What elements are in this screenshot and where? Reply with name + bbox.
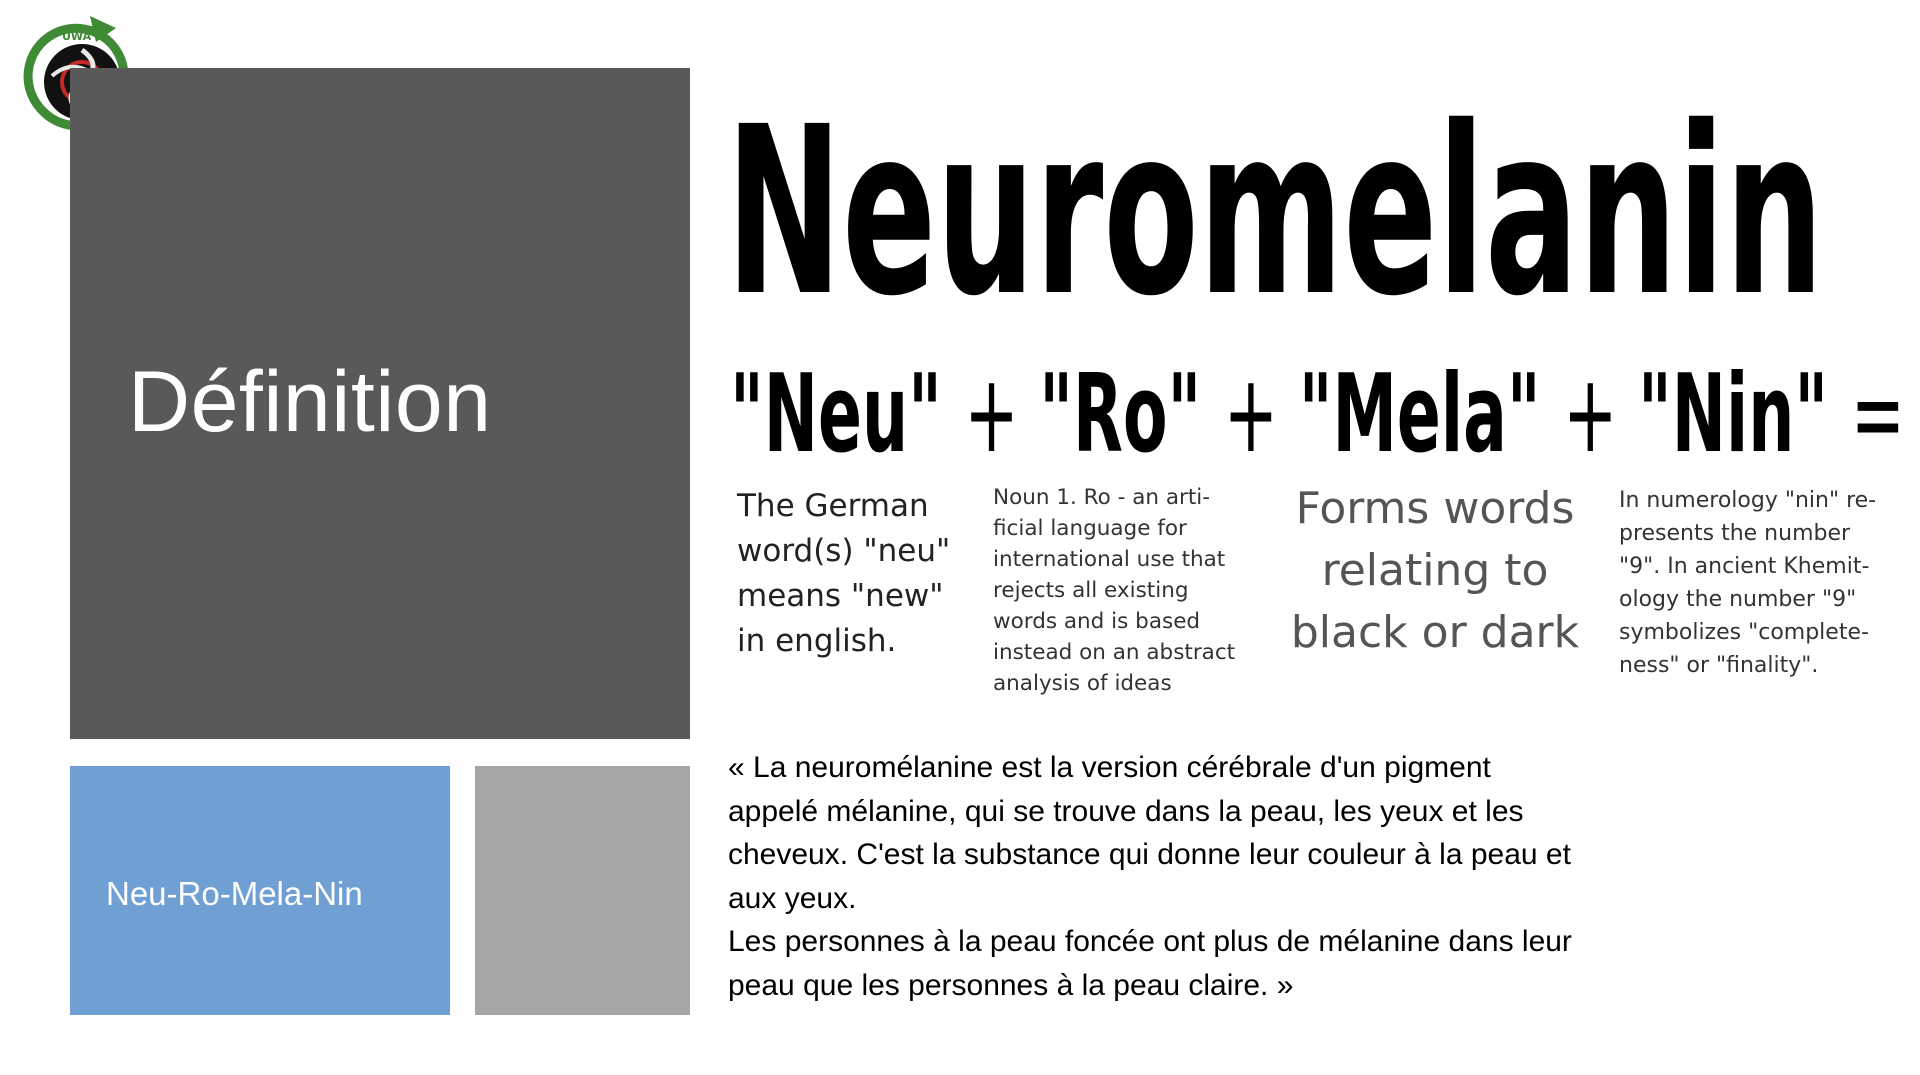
definition-line: international use that [993,547,1226,572]
definition-line: analysis of ideas [993,671,1172,696]
formula-part-mela: "Mela" [1298,352,1564,477]
definition-quote [728,746,1678,1007]
definition-line: means "new" [737,578,944,614]
definition-line: black or dark [1290,607,1580,658]
equals-sign: = [1850,352,1906,477]
quote-line: aux yeux. [728,881,857,915]
section-title: Définition [128,354,492,450]
plus-sign: + [1223,352,1299,477]
definition-line: Forms words [1295,483,1575,534]
quote-line: cheveux. C'est la substance qui donne leur couleur à la peau et [728,838,1571,871]
formula-part-ro: "Ro" [1039,352,1224,477]
definition-line: in english. [737,623,897,659]
formula-part-nin: "Nin" [1638,352,1851,477]
definition-line: The German [737,488,929,524]
definition-line: symbolizes "complete- [1619,620,1869,645]
logo-text: UWA [62,30,92,43]
definition-line: rejects all existing [993,578,1189,603]
definition-neu [737,484,987,664]
definition-line: instead on an abstract [993,640,1236,665]
definition-line: In numerology "nin" re- [1619,488,1877,513]
definition-nin [1619,484,1899,682]
definition-line: "9". In ancient Khemit- [1619,554,1870,579]
tile-label: Neu-Ro-Mela-Nin [106,875,363,912]
quote-line: appelé mélanine, qui se trouve dans la peau, les yeux et les [728,794,1524,828]
plus-sign: + [964,352,1040,477]
definition-line: relating to [1321,545,1549,596]
quote-line: « La neuromélanine est la version cérébrale d'un pigment [728,751,1491,784]
plus-sign: + [1563,352,1639,477]
word-title: Neuromelanin [726,77,1824,347]
definition-line: ology the number "9" [1619,587,1857,612]
gray-tile [475,766,690,1015]
etymology-formula [730,352,1906,477]
quote-line: peau que les personnes à la peau claire. » [728,968,1294,1002]
definition-line: Noun 1. Ro - an arti- [993,485,1211,510]
definition-line: presents the number [1619,521,1851,546]
definition-line: words and is based [993,609,1201,634]
definition-ro [993,482,1253,699]
definition-mela [1280,478,1590,664]
quote-line: Les personnes à la peau foncée ont plus de mélanine dans leur [728,925,1572,958]
definition-line: ness" or "finality". [1619,653,1819,678]
definition-line: ficial language for [993,516,1187,541]
definition-line: word(s) "neu" [737,533,951,569]
formula-part-neu: "Neu" [730,352,965,477]
